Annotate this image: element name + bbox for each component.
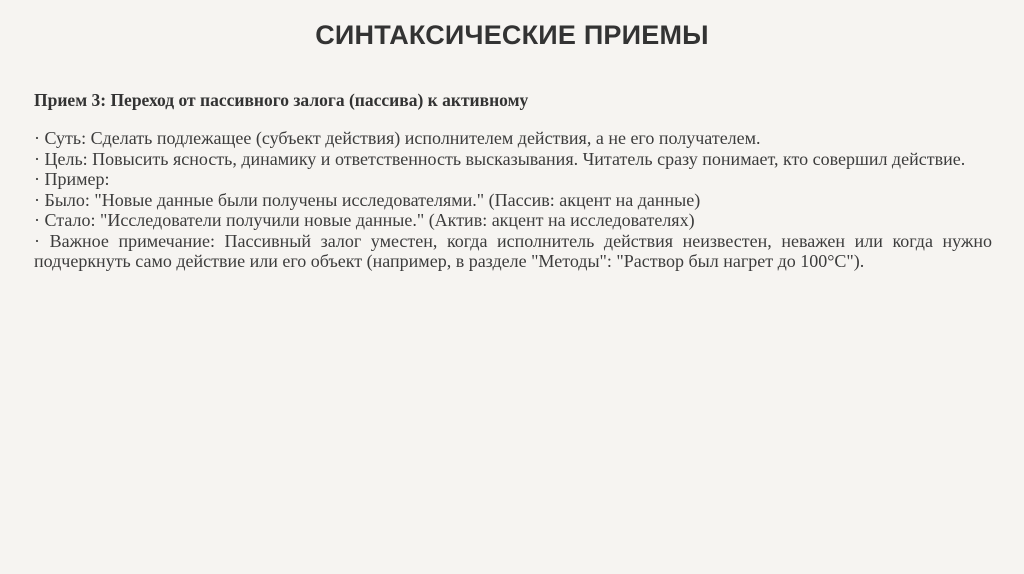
example-label: · Пример: xyxy=(34,169,110,189)
technique-description xyxy=(34,128,992,272)
essence-line: · Суть: Сделать подлежащее (субъект действия) исполнителем действия, а не его получателем. xyxy=(34,128,761,148)
goal-paragraph: · Цель: Повысить ясность, динамику и ответственность высказывания. Читатель сразу понимает, кто совершил действие. xyxy=(34,148,966,169)
slide-title: СИНТАКСИЧЕСКИЕ ПРИЕМЫ xyxy=(315,20,709,50)
example-after-line: · Стало: "Исследователи получили новые данные." (Актив: акцент на исследователях) xyxy=(34,210,695,230)
example-before-line: · Было: "Новые данные были получены исследователями." (Пассив: акцент на данные) xyxy=(34,189,701,210)
note-paragraph: · Важное примечание: Пассивный залог уместен, когда исполнитель действия неизвестен, неважен или когда нужно подчеркнуть само действие или его объект (например, в разделе "Методы": "Раствор был нагрет до 100°C"). xyxy=(34,230,992,271)
technique-heading: Прием 3: Переход от пассивного залога (пассива) к активному xyxy=(34,90,529,110)
